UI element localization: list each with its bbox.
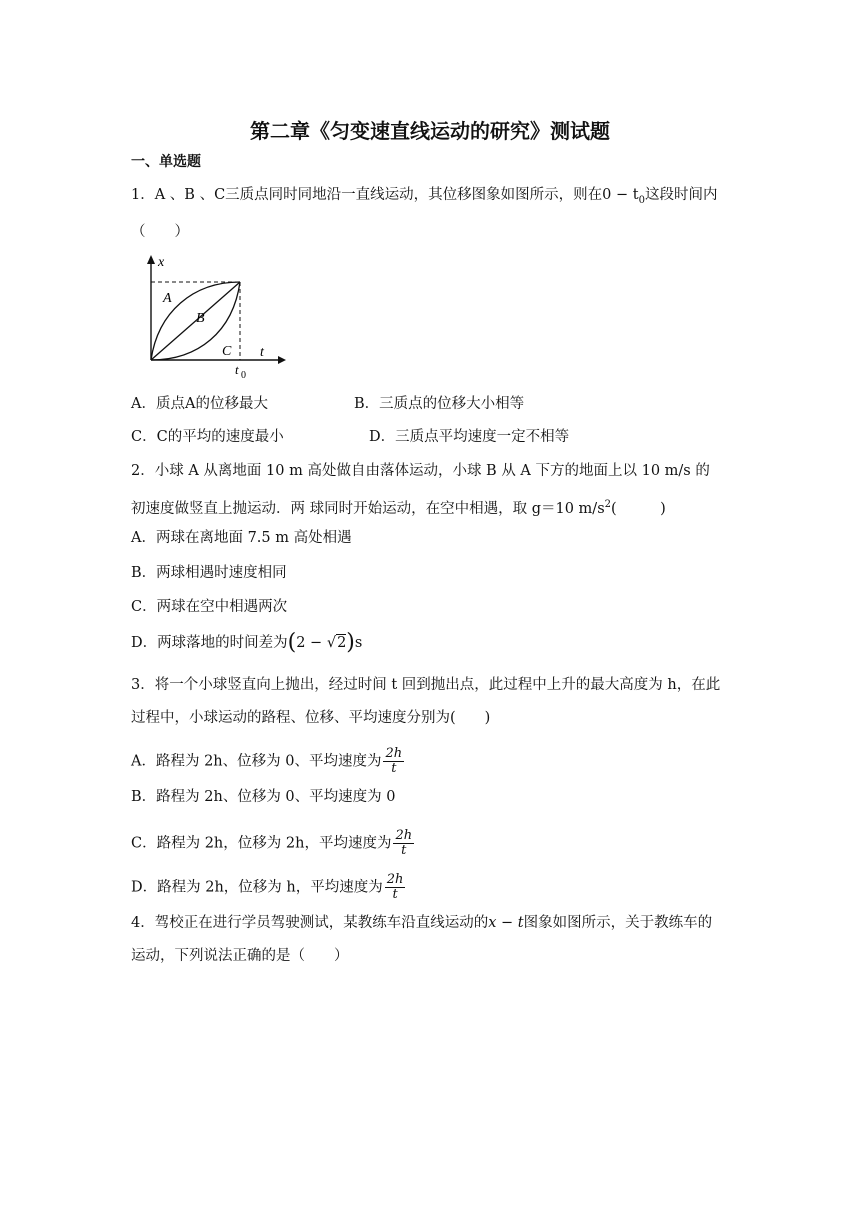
section-heading: 一、单选题	[131, 154, 201, 170]
q2-option-b: B．两球相遇时速度相同	[131, 565, 287, 581]
q1-position-time-graph	[138, 252, 288, 380]
q2-option-d-unit: s	[354, 635, 363, 651]
t-axis-label: t	[260, 345, 264, 360]
q2-option-a: A．两球在离地面 7.5 m 高处相遇	[131, 530, 352, 546]
q3-option-c	[131, 829, 414, 858]
q3-option-d-text: D．路程为 2h，位移为 h，平均速度为	[131, 879, 383, 896]
q1-stem	[131, 185, 717, 211]
q1-option-d: D．三质点平均速度一定不相等	[369, 429, 570, 445]
q2-option-c: C．两球在空中相遇两次	[131, 599, 288, 615]
curve-a-label: A	[163, 291, 172, 306]
q3-line2: 过程中，小球运动的路程、位移、平均速度分别为( )	[131, 710, 491, 726]
q4-line2: 运动，下列说法正确的是（ ）	[131, 948, 349, 964]
q3-option-c-text: C．路程为 2h，位移为 2h，平均速度为	[131, 835, 392, 852]
q3-option-a-text: A．路程为 2h、位移为 0、平均速度为	[131, 753, 382, 770]
x-axis-arrow-icon	[147, 255, 155, 264]
q2-line2-b: ( )	[611, 500, 666, 517]
q4-line1-math: x − t	[488, 915, 524, 931]
q1-option-a: A．质点A的位移最大	[131, 396, 268, 412]
q2-option-d-root: 2	[337, 635, 347, 651]
q2-option-d: D．两球落地的时间差为(2 − √2)s	[131, 630, 363, 655]
t-axis-arrow-icon	[278, 356, 286, 364]
q3-option-d-fraction: $\frac{2h}{t}$	[386, 872, 404, 902]
q3-line1: 3．将一个小球竖直向上抛出，经过时间 t 回到抛出点，此过程中上升的最大高度为 h，在此	[131, 677, 721, 693]
q2-line2-sup: 2	[604, 499, 612, 510]
line-b-label: B	[196, 311, 205, 326]
q4-line1-b: 图象如图所示，关于教练车的	[523, 915, 713, 931]
q2-line2	[131, 495, 666, 519]
q1-stem-a: 1．A 、B 、C三质点同时同地沿一直线运动，其位移图象如图所示，则在0 − t	[131, 187, 639, 203]
q3-option-a-fraction: $\frac{2h}{t}$	[385, 746, 403, 776]
q1-option-c: C．C的平均的速度最小	[131, 429, 284, 445]
q4-line1	[131, 913, 712, 933]
t0-subscript: 0	[241, 370, 246, 380]
q3-option-d	[131, 873, 405, 902]
page-title: 第二章《匀变速直线运动的研究》测试题	[250, 119, 610, 143]
q2-option-d-math: 2 −	[296, 635, 327, 651]
q1-answer-paren: （ ）	[131, 224, 189, 240]
q4-line1-a: 4．驾校正在进行学员驾驶测试，某教练车沿直线运动的	[131, 915, 489, 931]
q2-line2-a: 初速度做竖直上抛运动．两 球同时开始运动，在空中相遇，取 g＝10 m/s	[131, 500, 605, 517]
q3-option-b: B．路程为 2h、位移为 0、平均速度为 0	[131, 789, 396, 805]
q1-stem-b: 这段时间内	[644, 187, 718, 203]
q2-option-d-text: D．两球落地的时间差为	[131, 635, 288, 651]
curve-c-label: C	[222, 344, 232, 359]
t0-label: t	[235, 362, 239, 377]
q2-line1: 2．小球 A 从离地面 10 m 高处做自由落体运动，小球 B 从 A 下方的地面上以 10 m/s 的	[131, 463, 710, 479]
q3-option-a	[131, 747, 404, 776]
q1-option-b: B．三质点的位移大小相等	[354, 396, 525, 412]
x-axis-label: x	[158, 255, 165, 270]
q1-stem-sub: 0	[638, 194, 645, 206]
q3-option-c-fraction: $\frac{2h}{t}$	[395, 828, 413, 858]
